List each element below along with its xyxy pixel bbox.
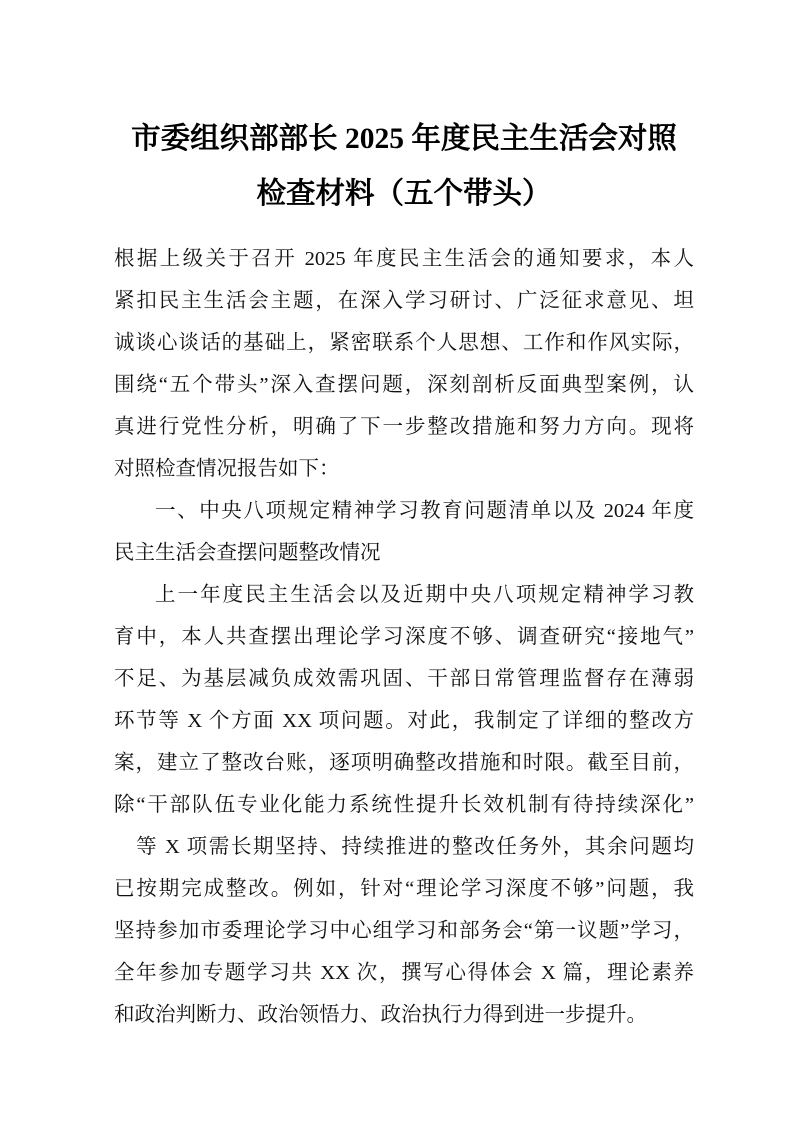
document-title bbox=[114, 112, 694, 222]
text-line: 诚谈心谈话的基础上，紧密联系个人思想、工作和作风实际， bbox=[114, 332, 694, 354]
title-line: 检查材料（五个带头） bbox=[256, 178, 552, 210]
text-line: 等 X 项需长期坚持、持续推进的整改任务外，其余问题均 bbox=[114, 836, 694, 858]
text-line: 上一年度民主生活会以及近期中央八项规定精神学习教 bbox=[155, 584, 694, 606]
text-line: 真进行党性分析，明确了下一步整改措施和努力方向。现将 bbox=[114, 416, 694, 438]
document-body bbox=[114, 238, 694, 1036]
text-line: 围绕“五个带头”深入查摆问题，深刻剖析反面典型案例，认 bbox=[114, 374, 694, 396]
text-line: 一、中央八项规定精神学习教育问题清单以及 2024 年度 bbox=[155, 500, 694, 522]
text-line: 和政治判断力、政治领悟力、政治执行力得到进一步提升。 bbox=[114, 1004, 647, 1026]
text-line: 对照检查情况报告如下： bbox=[114, 458, 340, 480]
text-line: 全年参加专题学习共 XX 次，撰写心得体会 X 篇，理论素养 bbox=[114, 962, 694, 984]
paragraph bbox=[114, 238, 694, 490]
text-line: 案，建立了整改台账，逐项明确整改措施和时限。截至目前， bbox=[114, 752, 694, 774]
text-line: 环节等 X 个方面 XX 项问题。对此，我制定了详细的整改方 bbox=[114, 710, 694, 732]
text-line: 育中，本人共查摆出理论学习深度不够、调查研究“接地气” bbox=[114, 626, 694, 648]
text-line: 紧扣民主生活会主题，在深入学习研讨、广泛征求意见、坦 bbox=[114, 290, 694, 312]
text-line: 民主生活会查摆问题整改情况 bbox=[114, 542, 381, 564]
text-line: 不足、为基层减负成效需巩固、干部日常管理监督存在薄弱 bbox=[114, 668, 694, 690]
title-line: 市委组织部部长 2025 年度民主生活会对照 bbox=[131, 123, 677, 155]
text-line: 已按期完成整改。例如，针对“理论学习深度不够”问题，我 bbox=[114, 878, 694, 900]
text-line: 根据上级关于召开 2025 年度民主生活会的通知要求，本人 bbox=[114, 248, 694, 270]
text-line: 坚持参加市委理论学习中心组学习和部务会“第一议题”学习， bbox=[114, 920, 694, 942]
paragraph bbox=[114, 574, 694, 1036]
paragraph bbox=[114, 490, 694, 574]
text-line: 除“干部队伍专业化能力系统性提升长效机制有待持续深化” bbox=[114, 794, 694, 816]
